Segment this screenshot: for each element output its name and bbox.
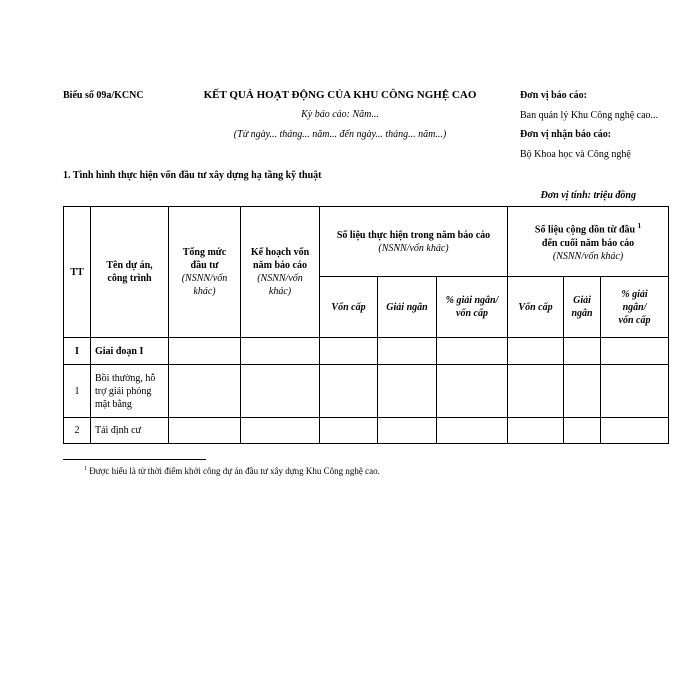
- form-code: Biểu số 09a/KCNC: [63, 90, 144, 101]
- footnote: [84, 466, 380, 476]
- col-header-alloc: Vốn cấp: [320, 277, 378, 338]
- row-tt: 1: [64, 365, 91, 418]
- reporting-unit-value: Ban quản lý Khu Công nghệ cao...: [520, 110, 659, 121]
- report-date-range: (Từ ngày... tháng... năm... đến ngày... tháng... năm...): [233, 129, 447, 140]
- col-header-tt: TT: [64, 207, 91, 338]
- footnote-text: Được hiểu là từ thời điểm khởi công dự án đầu tư xây dựng Khu Công nghệ cao.: [89, 466, 380, 476]
- col-header-pct-cum: % giải ngân/ vốn cấp: [601, 277, 669, 338]
- col-header-project: Tên dự án, công trình: [91, 207, 169, 338]
- col-header-disb: Giải ngân: [378, 277, 437, 338]
- col-header-total-investment: Tổng mức đầu tư (NSNN/vốn khác): [169, 207, 241, 338]
- row-name: Giai đoạn I: [91, 338, 169, 365]
- report-period: Kỳ báo cáo: Năm...: [301, 109, 379, 120]
- reporting-unit-label: Đơn vị báo cáo:: [520, 90, 587, 101]
- col-header-alloc-cum: Vốn cấp: [508, 277, 564, 338]
- section-title: 1. Tình hình thực hiện vốn đầu tư xây dựng hạ tầng kỹ thuật: [63, 170, 322, 181]
- row-tt: 2: [64, 418, 91, 444]
- footnote-ref: 1: [637, 222, 642, 231]
- receiving-unit-value: Bộ Khoa học và Công nghệ: [520, 149, 631, 160]
- receiving-unit-label: Đơn vị nhận báo cáo:: [520, 129, 612, 140]
- unit-label: Đơn vị tính: triệu đồng: [540, 190, 636, 201]
- col-header-disb-cum: Giải ngân: [564, 277, 601, 338]
- table-header-row: [64, 207, 669, 277]
- table-row: [64, 365, 669, 418]
- row-name: Tái định cư: [91, 418, 169, 444]
- row-name: Bồi thường, hỗ trợ giải phóng mặt bằng: [91, 365, 169, 418]
- footnote-divider: [63, 459, 206, 460]
- col-header-pct: % giải ngân/ vốn cấp: [437, 277, 508, 338]
- document-title: KẾT QUẢ HOẠT ĐỘNG CỦA KHU CÔNG NGHỆ CAO: [203, 89, 477, 101]
- col-header-plan: Kế hoạch vốn năm báo cáo (NSNN/vốn khác): [241, 207, 320, 338]
- col-group-year: Số liệu thực hiện trong năm báo cáo (NSNN/vốn khác): [320, 207, 508, 277]
- table-row: [64, 418, 669, 444]
- col-group-cumulative: Số liệu cộng dồn từ đầu $^1$ đến cuối năm báo cáo (NSNN/vốn khác): [508, 207, 669, 277]
- investment-table: [63, 206, 669, 444]
- footnote-marker: 1: [84, 466, 87, 472]
- table-row: [64, 338, 669, 365]
- row-tt: I: [64, 338, 91, 365]
